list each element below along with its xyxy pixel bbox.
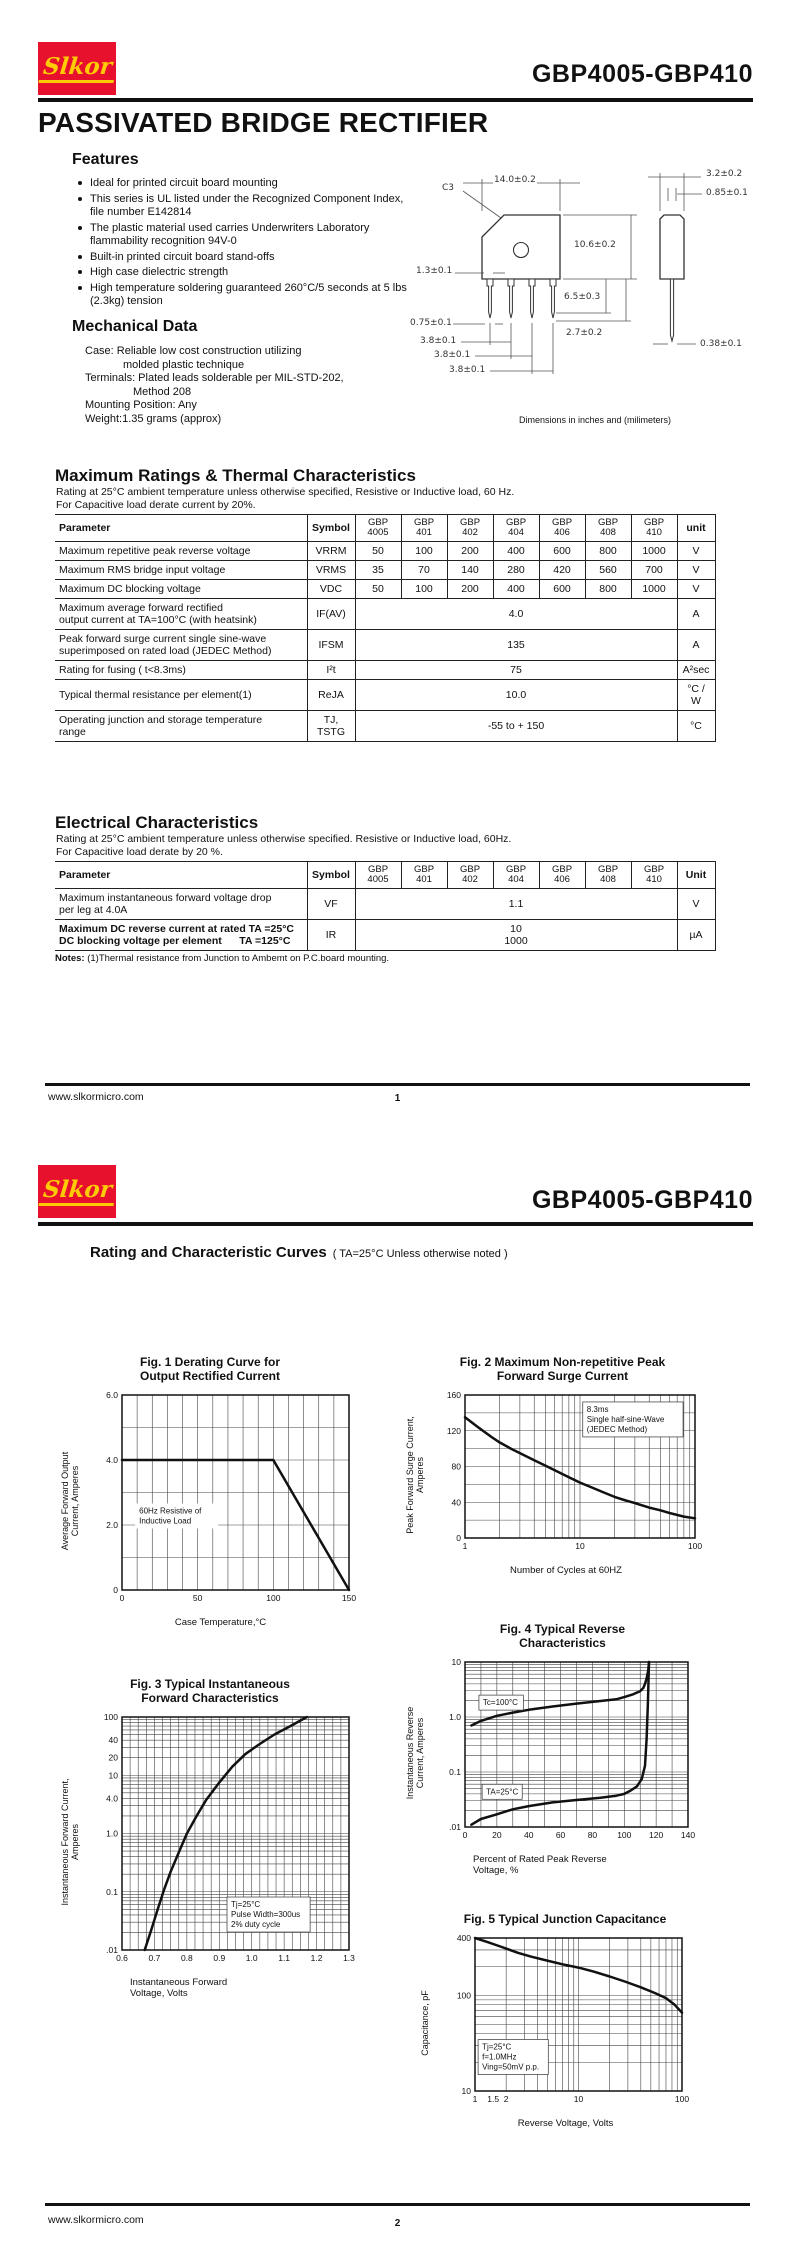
max-ratings-heading: Maximum Ratings & Thermal Characteristics [55,466,416,485]
cell-value: 600 [539,580,585,599]
cell-value-span: 135 [355,630,677,661]
col-unit: Unit [677,862,715,889]
table-row [55,561,715,580]
max-ratings-sub2: For Capacitive load derate current by 20%. [56,499,256,511]
brand-logo-text: Slkor [38,55,116,83]
svg-text:100: 100 [674,2094,690,2104]
cell-value: 800 [585,580,631,599]
mechanical-line: molded plastic technique [123,358,245,371]
y-axis-label: Instantaneous Reverse Current, Amperes [405,1706,425,1800]
cell-parameter: Maximum DC reverse current at rated TA =25°C DC blocking voltage per element TA =125°C [55,920,307,951]
svg-text:Tc=100°C: Tc=100°C [482,1698,518,1708]
figure-title: Fig. 4 Typical Reverse Characteristics [499,1622,626,1650]
svg-text:40: 40 [108,1735,118,1746]
svg-text:1.0: 1.0 [106,1828,118,1839]
feature-text: This series is UL listed under the Recognized Component Index, file number E142814 [90,192,404,218]
svg-text:1: 1 [462,1541,468,1551]
chart-fig3 [84,1709,357,1970]
dim-label: 0.75±0.1 [410,318,452,328]
cell-symbol: TJ, TSTG [307,711,355,742]
y-axis-label: Capacitance, pF [420,1990,430,2056]
table-row [55,661,715,680]
col-part: GBP 404 [493,515,539,542]
dim-label: 3.8±0.1 [434,350,471,360]
cell-unit: °C [677,711,715,742]
curves-note: ( TA=25°C Unless otherwise noted ) [332,1248,508,1260]
svg-text:0.7: 0.7 [148,1953,161,1963]
svg-text:100: 100 [103,1712,118,1722]
table-row [55,711,715,742]
col-symbol: Symbol [307,862,355,889]
notes-text: (1)Thermal resistance from Junction to Ambemt on P.C.board mounting. [84,953,390,964]
cell-value: 600 [539,542,585,561]
cell-symbol: I²t [307,661,355,680]
cell-value: 400 [493,580,539,599]
cell-unit: V [677,561,715,580]
svg-text:0: 0 [456,1533,461,1543]
page-2 [0,1130,795,2246]
page-title: PASSIVATED BRIDGE RECTIFIER [38,107,489,138]
figure-title: Fig. 1 Derating Curve for Output Rectified Current [139,1355,281,1383]
feature-item [78,193,413,220]
svg-text:10: 10 [575,1541,585,1551]
x-axis-label: Reverse Voltage, Volts [517,2118,614,2129]
table-row [55,680,715,711]
svg-text:1.1: 1.1 [278,1953,291,1963]
footer-site: www.slkormicro.com [48,1091,144,1103]
table-row [55,889,715,920]
svg-text:4.0: 4.0 [106,1793,118,1804]
electrical-table [55,861,716,951]
cell-value: 50 [355,580,401,599]
brand-logo-text: Slkor [38,1178,116,1206]
svg-text:0.1: 0.1 [106,1886,118,1897]
cell-unit: A [677,599,715,630]
figure-fig4 [405,1622,720,1876]
cell-parameter: Rating for fusing ( t<8.3ms) [55,661,307,680]
feature-text: High case dielectric strength [90,266,229,278]
svg-text:0.9: 0.9 [213,1953,226,1963]
col-part: GBP 410 [631,862,677,889]
cell-value: 1000 [631,542,677,561]
mechanical-list [85,345,415,426]
figure-body [415,1930,715,2116]
feature-text: Ideal for printed circuit board mounting [90,177,278,189]
cell-unit: A [677,630,715,661]
svg-text:1.5: 1.5 [487,2094,500,2104]
cell-value: 35 [355,561,401,580]
svg-text:8.3ms: 8.3ms [586,1404,609,1414]
cell-value-span: 10 1000 [355,920,677,951]
table-row [55,630,715,661]
cell-value: 800 [585,542,631,561]
col-part: GBP 4005 [355,862,401,889]
svg-text:100: 100 [617,1830,632,1840]
col-part: GBP 404 [493,862,539,889]
cell-value: 100 [401,542,447,561]
svg-text:0.8: 0.8 [180,1953,193,1963]
svg-text:50: 50 [192,1593,203,1603]
table-header-row [55,515,715,542]
table-notes [55,953,389,964]
cell-symbol: ReJA [307,680,355,711]
figures-layer [0,1130,795,2190]
table-header-row [55,862,715,889]
svg-text:40: 40 [523,1830,534,1840]
dim-label: 0.85±0.1 [706,188,748,198]
svg-text:2% duty cycle: 2% duty cycle [231,1920,281,1930]
footer-page-number: 1 [394,1093,401,1104]
figure-fig5 [415,1912,715,2129]
svg-text:6.0: 6.0 [106,1390,118,1400]
bullet-icon [78,255,82,259]
cell-value: 100 [401,580,447,599]
bullet-icon [78,226,82,230]
cell-value-span: 1.1 [355,889,677,920]
mechanical-line: Case: Reliable low cost construction utilizing [85,345,302,357]
chart-fig4 [429,1654,698,1847]
y-axis-label: Peak Forward Surge Current, Amperes [405,1416,425,1534]
table-row [55,542,715,561]
col-unit: unit [677,515,715,542]
feature-item [78,266,413,280]
y-axis-label: Average Forward Output Current, Amperes [60,1451,80,1551]
cell-symbol: VRMS [307,561,355,580]
max-ratings-sub1: Rating at 25°C ambient temperature unless otherwise specified, Resistive or Inductive load, 60 Hz. [56,486,515,498]
svg-text:Tj=25°C: Tj=25°C [482,2042,512,2052]
table-row [55,599,715,630]
x-axis-label: Instantaneous Forward Voltage, Volts [130,1977,228,1999]
y-axis-label: Instantaneous Forward Current, Amperes [60,1778,80,1906]
mechanical-line: Weight:1.35 grams (approx) [85,412,222,425]
x-axis-label: Case Temperature,°C [174,1617,267,1628]
table-row [55,920,715,951]
dim-label: 3.8±0.1 [449,365,486,375]
col-part: GBP 402 [447,515,493,542]
footer-site: www.slkormicro.com [48,2214,144,2226]
col-symbol: Symbol [307,515,355,542]
cell-value-span: -55 to + 150 [355,711,677,742]
figure-title: Fig. 2 Maximum Non-repetitive Peak Forward Surge Current [459,1355,666,1383]
feature-text: High temperature soldering guaranteed 260°C/5 seconds at 5 lbs (2.3kg) tension [90,281,407,307]
cell-symbol: VF [307,889,355,920]
col-part: GBP 410 [631,515,677,542]
dim-label: 10.6±0.2 [574,240,616,250]
svg-text:10: 10 [451,1657,461,1667]
dim-label: 14.0±0.2 [494,175,536,185]
cell-unit: µA [677,920,715,951]
dim-label: C3 [442,183,455,193]
cell-value: 1000 [631,580,677,599]
header-rule [38,98,753,102]
bullet-icon [78,181,82,185]
dim-label: 2.7±0.2 [566,328,603,338]
svg-text:100: 100 [266,1593,281,1603]
svg-text:20: 20 [492,1830,502,1840]
x-axis-label: Number of Cycles at 60HZ [510,1565,622,1576]
svg-text:20: 20 [108,1752,118,1763]
notes-label: Notes: [55,953,85,964]
col-part: GBP 402 [447,862,493,889]
figure-fig2 [405,1355,720,1576]
electrical-heading: Electrical Characteristics [55,813,259,832]
svg-text:1.0: 1.0 [449,1712,461,1722]
figure-title: Fig. 3 Typical Instantaneous Forward Characteristics [130,1677,290,1705]
cell-value: 200 [447,542,493,561]
figure-body [405,1387,720,1563]
cell-parameter: Peak forward surge current single sine-wave superimposed on rated load (JEDEC Method) [55,630,307,661]
svg-text:TA=25°C: TA=25°C [486,1787,519,1797]
cell-parameter: Maximum RMS bridge input voltage [55,561,307,580]
svg-text:4.0: 4.0 [106,1455,118,1465]
cell-value-span: 75 [355,661,677,680]
svg-text:f=1.0MHz: f=1.0MHz [482,2052,517,2062]
svg-text:100: 100 [687,1541,703,1551]
figure-body [60,1387,360,1615]
cell-parameter: Maximum repetitive peak reverse voltage [55,542,307,561]
feature-text: Built-in printed circuit board stand-offs [90,250,275,263]
svg-text:1: 1 [472,2094,478,2104]
package-drawing [405,155,790,433]
mechanical-line: Mounting Position: Any [85,399,197,411]
chart-fig2 [429,1387,703,1558]
col-parameter: Parameter [55,862,307,889]
svg-text:Ving=50mV p.p.: Ving=50mV p.p. [482,2062,540,2072]
svg-text:0: 0 [113,1585,118,1595]
part-number: GBP4005-GBP410 [531,1186,753,1214]
svg-text:2: 2 [503,2094,509,2104]
dim-label: 0.38±0.1 [700,339,742,349]
svg-text:100: 100 [456,1990,471,2001]
cell-symbol: IF(AV) [307,599,355,630]
table-row [55,580,715,599]
feature-text: The plastic material used carries Underwriters Laboratory flammability recognition 94V-0 [90,221,370,247]
svg-text:140: 140 [680,1830,696,1840]
dim-label: 3.2±0.2 [706,169,743,179]
cell-parameter: Maximum instantaneous forward voltage drop per leg at 4.0A [55,889,307,920]
col-parameter: Parameter [55,515,307,542]
cell-value: 400 [493,542,539,561]
col-part: GBP 408 [585,862,631,889]
col-part: GBP 401 [401,515,447,542]
svg-text:1.0: 1.0 [245,1953,258,1963]
svg-text:400: 400 [456,1933,471,1943]
cell-unit: V [677,580,715,599]
figure-fig1 [60,1355,360,1628]
max-ratings-table [55,514,716,742]
figure-title: Fig. 5 Typical Junction Capacitance [463,1912,667,1926]
dim-label: 6.5±0.3 [564,292,601,302]
footer-rule [45,1083,750,1086]
svg-text:80: 80 [587,1830,598,1840]
figure-body [60,1709,360,1975]
cell-symbol: VDC [307,580,355,599]
electrical-sub2: For Capacitive load derate by 20 %. [56,846,223,858]
svg-text:120: 120 [446,1425,461,1436]
svg-text:0: 0 [462,1830,468,1840]
col-part: GBP 401 [401,862,447,889]
chart-fig1 [84,1387,357,1610]
svg-text:160: 160 [446,1390,461,1400]
mechanical-line: Terminals: Plated leads solderable per MIL-STD-202, [85,372,344,384]
svg-text:60Hz Resistive of: 60Hz Resistive of [139,1506,202,1516]
bullet-icon [78,270,82,274]
cell-symbol: IR [307,920,355,951]
svg-text:0: 0 [119,1593,125,1603]
brand-logo [38,42,116,95]
svg-text:60: 60 [555,1830,566,1840]
svg-text:1.2: 1.2 [310,1953,323,1963]
svg-text:80: 80 [451,1461,461,1472]
curves-heading: Rating and Characteristic Curves [90,1244,327,1261]
dim-label: 3.8±0.1 [420,336,457,346]
x-axis-label: Percent of Rated Peak Reverse Voltage, % [473,1854,607,1876]
cell-value: 50 [355,542,401,561]
cell-symbol: VRRM [307,542,355,561]
svg-text:.01: .01 [106,1945,118,1955]
mechanical-heading: Mechanical Data [72,318,198,335]
col-part: GBP 4005 [355,515,401,542]
svg-text:10: 10 [108,1770,118,1781]
svg-text:Pulse Width=300us: Pulse Width=300us [231,1910,301,1920]
features-list [78,177,413,311]
part-number: GBP4005-GBP410 [531,60,753,88]
features-heading: Features [72,151,139,168]
chart-fig5 [439,1930,692,2111]
svg-text:0.1: 0.1 [449,1767,461,1777]
svg-text:(JEDEC Method): (JEDEC Method) [586,1424,648,1434]
cell-unit: V [677,542,715,561]
svg-text:10: 10 [461,2086,471,2096]
bullet-icon [78,197,82,201]
cell-value: 200 [447,580,493,599]
cell-parameter: Typical thermal resistance per element(1) [55,680,307,711]
cell-unit: V [677,889,715,920]
feature-item [78,282,413,309]
cell-value: 280 [493,561,539,580]
svg-text:Inductive Load: Inductive Load [139,1516,192,1526]
cell-value-span: 4.0 [355,599,677,630]
cell-unit: A²sec [677,661,715,680]
svg-text:150: 150 [341,1593,357,1603]
col-part: GBP 406 [539,515,585,542]
col-part: GBP 406 [539,862,585,889]
col-part: GBP 408 [585,515,631,542]
figure-fig3 [60,1677,360,1999]
cell-value-span: 10.0 [355,680,677,711]
svg-text:0.6: 0.6 [116,1953,128,1963]
svg-text:40: 40 [451,1497,461,1508]
cell-value: 140 [447,561,493,580]
bullet-icon [78,286,82,290]
svg-text:2.0: 2.0 [106,1520,118,1530]
svg-text:1.3: 1.3 [343,1953,355,1963]
cell-parameter: Maximum average forward rectified output current at TA=100°C (with heatsink) [55,599,307,630]
figure-body [405,1654,720,1852]
feature-item [78,251,413,265]
svg-text:.01: .01 [449,1822,461,1832]
svg-text:10: 10 [573,2094,584,2104]
mechanical-line: Method 208 [133,385,192,398]
electrical-sub1: Rating at 25°C ambient temperature unless otherwise specified. Resistive or Inductive load, 60Hz. [56,833,512,845]
drawing-caption: Dimensions in inches and (milimeters) [518,415,672,425]
cell-value: 700 [631,561,677,580]
svg-text:Single half-sine-Wave: Single half-sine-Wave [586,1414,665,1424]
svg-text:Tj=25°C: Tj=25°C [231,1900,261,1910]
cell-value: 70 [401,561,447,580]
feature-item [78,222,413,249]
cell-value: 420 [539,561,585,580]
feature-item [78,177,413,191]
cell-parameter: Maximum DC blocking voltage [55,580,307,599]
footer-page-number: 2 [394,2218,401,2229]
cell-value: 560 [585,561,631,580]
cell-unit: °C / W [677,680,715,711]
cell-parameter: Operating junction and storage temperature range [55,711,307,742]
svg-text:120: 120 [649,1830,664,1840]
cell-symbol: IFSM [307,630,355,661]
dim-label: 1.3±0.1 [416,266,453,276]
footer-rule [45,2203,750,2206]
